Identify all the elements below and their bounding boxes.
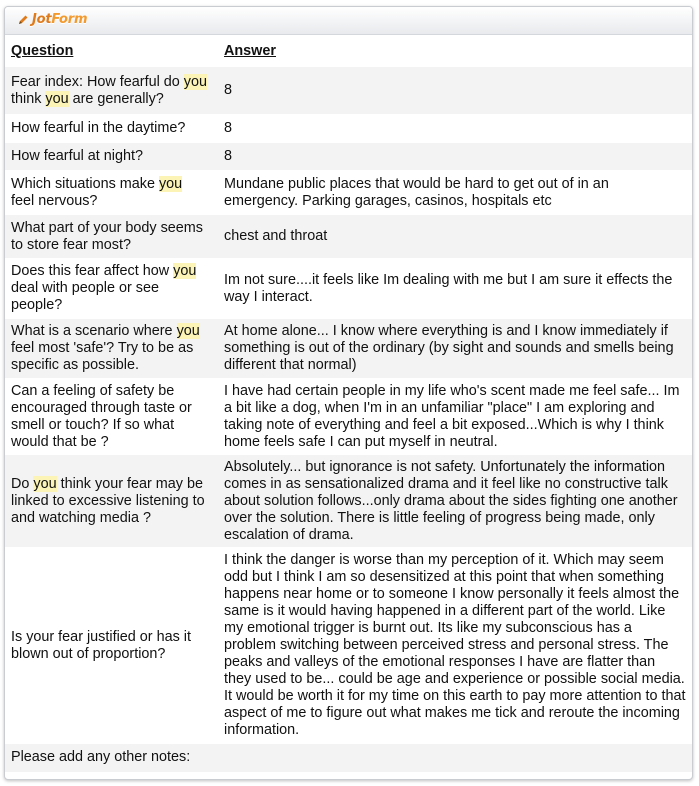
search-highlight: you <box>158 175 183 192</box>
table-row <box>5 379 692 455</box>
search-highlight: you <box>183 73 207 90</box>
question-cell: Do you think your fear may be linked to excessive listening to and watching media ? <box>5 455 218 548</box>
answer-cell: chest and throat <box>218 215 692 259</box>
answer-cell: 8 <box>218 115 692 143</box>
search-highlight: you <box>173 263 197 279</box>
table-row <box>5 115 692 143</box>
pencil-icon <box>17 14 29 26</box>
question-cell: How fearful in the daytime? <box>5 115 218 143</box>
logo-text-jot: Jot <box>32 12 52 27</box>
answer-cell: I think the danger is worse than my perception of it. Which may seem odd but I think I am so desensitized at this point that when something happens near home or to someone I know personally it feels almost the same is it would having happened in a different part of the world. Like my emotional trigger is burnt out. Its like my subconscious has a problem switching between perceived stress and personal stress. The peaks and valleys of the emotional responses I have are flatter than they used to be... could be age and experience or possible social media. It would be worth it for my time on this earth to pay more attention to that aspect of me to figure out what makes me tick and reroute the incoming information. <box>218 548 692 744</box>
search-highlight: you <box>176 323 200 339</box>
question-cell: Can a feeling of safety be encouraged through taste or smell or touch? If so what would that be ? <box>5 379 218 455</box>
question-cell: Which situations make you feel nervous? <box>5 171 218 215</box>
table-row <box>5 744 692 772</box>
table-row <box>5 215 692 259</box>
question-cell: Please add any other notes: <box>5 744 218 772</box>
answer-cell: Absolutely... but ignorance is not safety. Unfortunately the information comes in as sensationalized drama and it feel like no constructive talk about solution follows...only drama about the sides fighting one another over the solution. There is little feeling of progress being made, only escalation of drama. <box>218 455 692 548</box>
table-row <box>5 171 692 215</box>
answer-cell: 8 <box>218 143 692 171</box>
table-row <box>5 455 692 548</box>
search-highlight: you <box>33 475 57 492</box>
table-row <box>5 548 692 744</box>
answer-cell: Mundane public places that would be hard to get out of in an emergency. Parking garages, casinos, hospitals etc <box>218 171 692 215</box>
submission-window <box>4 6 693 780</box>
answer-column-header: Answer <box>218 35 692 67</box>
table-row <box>5 319 692 379</box>
question-column-header: Question <box>5 35 218 67</box>
search-highlight: you <box>45 90 69 107</box>
table-row <box>5 143 692 171</box>
table-row <box>5 67 692 115</box>
table-row <box>5 259 692 319</box>
answer-cell: I have had certain people in my life who's scent made me feel safe... Im a bit like a dog, when I'm in an unfamiliar "place" I am exploring and taking note of everything and feel a bit exposed...Which is why I think home feels safe I can put myself in neutral. <box>218 379 692 455</box>
answer-cell: Im not sure....it feels like Im dealing with me but I am sure it effects the way I interact. <box>218 259 692 319</box>
submission-rows <box>5 67 692 772</box>
table-header-row <box>5 35 692 67</box>
question-cell: Is your fear justified or has it blown out of proportion? <box>5 548 218 744</box>
question-cell: How fearful at night? <box>5 143 218 171</box>
logo-text-form: Form <box>51 12 88 27</box>
title-bar <box>5 7 692 35</box>
jotform-logo <box>17 12 87 27</box>
question-cell: What part of your body seems to store fear most? <box>5 215 218 259</box>
submission-table <box>5 35 692 772</box>
answer-cell <box>218 744 692 772</box>
question-cell: What is a scenario where you feel most 'safe'? Try to be as specific as possible. <box>5 319 218 379</box>
answer-cell: At home alone... I know where everything is and I know immediately if something is out of the ordinary (by sight and sounds and smells being different that normal) <box>218 319 692 379</box>
answer-cell: 8 <box>218 67 692 115</box>
question-cell: Does this fear affect how you deal with people or see people? <box>5 259 218 319</box>
question-cell: Fear index: How fearful do you think you are generally? <box>5 67 218 115</box>
